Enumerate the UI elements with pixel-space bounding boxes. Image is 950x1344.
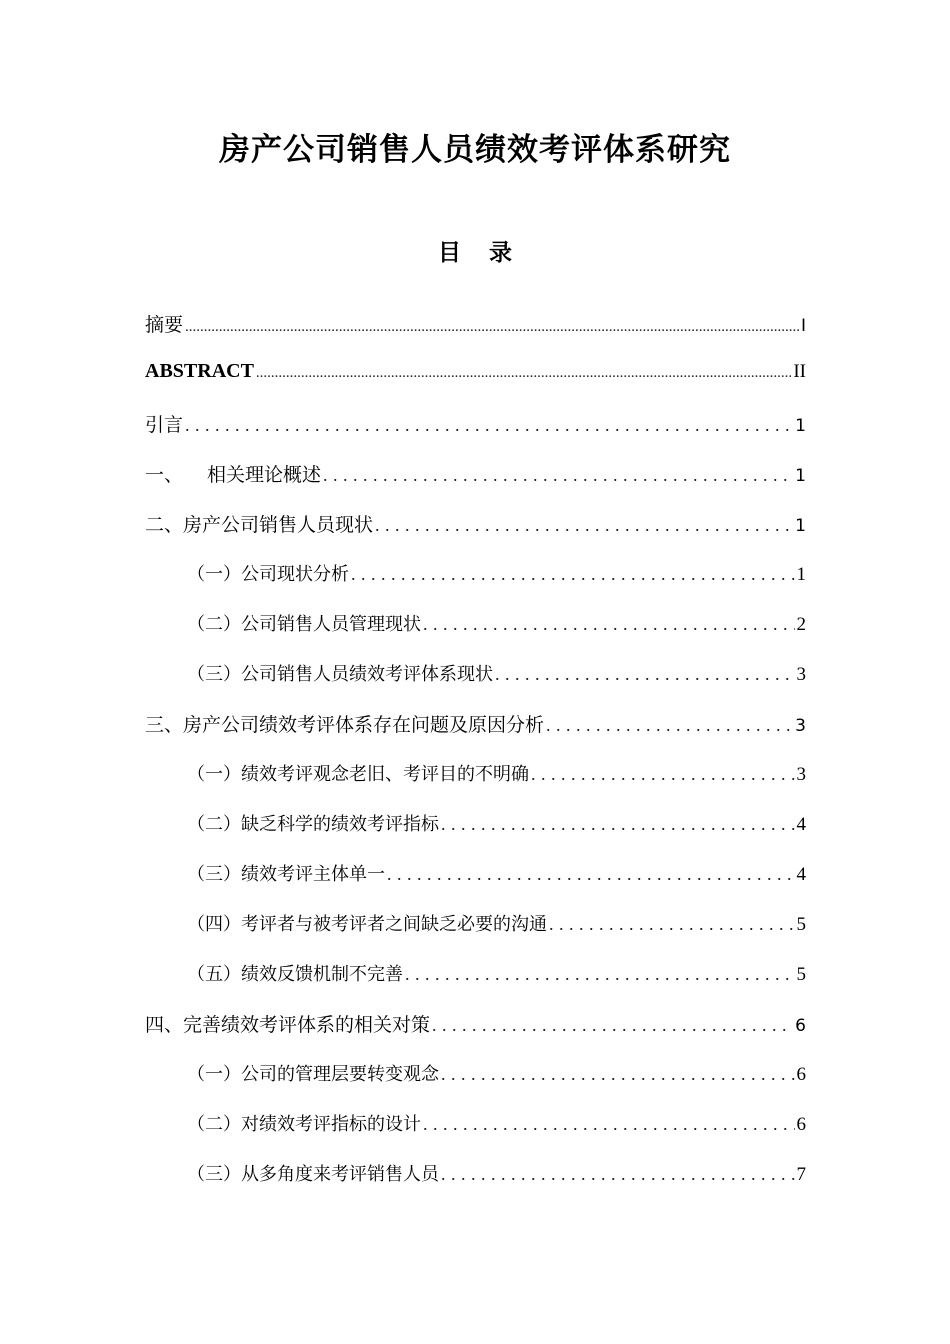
toc-entry-section-3-5[interactable]	[145, 960, 806, 1010]
document-title: 房产公司销售人员绩效考评体系研究	[219, 132, 731, 168]
toc-entry-page: 7	[796, 1164, 806, 1185]
toc-entry-section-2[interactable]	[145, 510, 806, 560]
toc-entry-page: 1	[795, 466, 806, 486]
toc-leader-dots	[441, 1063, 795, 1085]
toc-entry-section-3-4[interactable]	[145, 910, 806, 960]
toc-entry-label: 二、房产公司销售人员现状	[145, 514, 374, 536]
toc-entry-section-3[interactable]	[145, 710, 806, 760]
toc-leader-dots	[423, 613, 795, 635]
toc-leader-dots	[549, 913, 795, 935]
toc-entry-label: 引言	[145, 414, 184, 436]
toc-entry-introduction[interactable]	[145, 410, 806, 460]
toc-entry-label: （三）绩效考评主体单一	[187, 864, 385, 885]
toc-leader-dots	[185, 314, 799, 336]
toc-entry-page: 3	[796, 764, 806, 785]
toc-entry-abstract-cn[interactable]	[145, 310, 806, 360]
toc-entry-label: （五）绩效反馈机制不完善	[187, 964, 403, 985]
toc-leader-dots	[546, 714, 793, 736]
toc-entry-section-4-1[interactable]	[145, 1060, 806, 1110]
toc-leader-dots	[323, 464, 793, 486]
toc-leader-dots	[423, 1113, 795, 1135]
toc-entry-label: （二）公司销售人员管理现状	[187, 614, 421, 635]
toc-entry-page: 6	[795, 1016, 806, 1036]
toc-entry-page: II	[793, 361, 806, 382]
toc-entry-label: （二）对绩效考评指标的设计	[187, 1114, 421, 1135]
toc-entry-page: 1	[795, 416, 806, 436]
toc-entry-label: （二）缺乏科学的绩效考评指标	[187, 814, 439, 835]
toc-entry-section-4-2[interactable]	[145, 1110, 806, 1160]
toc-leader-dots	[375, 514, 793, 536]
toc-entry-page: 6	[796, 1114, 806, 1135]
toc-entry-section-3-3[interactable]	[145, 860, 806, 910]
toc-entry-label: 三、房产公司绩效考评体系存在问题及原因分析	[145, 714, 545, 736]
toc-entry-label: （三）公司销售人员绩效考评体系现状	[187, 664, 493, 685]
toc-leader-dots	[256, 360, 791, 382]
toc-entry-page: I	[800, 316, 806, 336]
toc-entry-label: （一）绩效考评观念老旧、考评目的不明确	[187, 764, 529, 785]
toc-entry-page: 4	[796, 814, 806, 835]
toc-leader-dots	[387, 863, 795, 885]
toc-entry-page: 4	[796, 864, 806, 885]
toc-entry-label: 摘要	[145, 314, 184, 336]
toc-leader-dots	[441, 1163, 795, 1185]
toc-entry-label: 四、完善绩效考评体系的相关对策	[145, 1014, 431, 1036]
toc-leader-dots	[441, 813, 795, 835]
toc-entry-page: 2	[796, 614, 806, 635]
toc-entry-label: ABSTRACT	[145, 360, 254, 382]
toc-entry-number: 一、	[145, 464, 184, 486]
toc-entry-section-4[interactable]	[145, 1010, 806, 1060]
toc-entry-section-2-1[interactable]	[145, 560, 806, 610]
toc-leader-dots	[531, 763, 795, 785]
toc-entry-page: 1	[795, 516, 806, 536]
toc-entry-label: （一）公司现状分析	[187, 564, 349, 585]
toc-entry-page: 5	[796, 964, 806, 985]
toc-leader-dots	[351, 563, 795, 585]
toc-entry-page: 6	[796, 1064, 806, 1085]
toc-leader-dots	[185, 414, 793, 436]
toc-entry-page: 5	[796, 914, 806, 935]
toc-entry-page: 3	[796, 664, 806, 685]
toc-entry-label: （四）考评者与被考评者之间缺乏必要的沟通	[187, 914, 547, 935]
toc-entry-section-3-1[interactable]	[145, 760, 806, 810]
toc-entry-section-2-3[interactable]	[145, 660, 806, 710]
toc-entry-label: （一）公司的管理层要转变观念	[187, 1064, 439, 1085]
table-of-contents	[145, 310, 806, 1210]
toc-entry-text: 相关理论概述	[207, 464, 322, 486]
toc-entry-abstract-en[interactable]	[145, 360, 806, 410]
toc-entry-label	[145, 460, 321, 487]
toc-entry-section-2-2[interactable]	[145, 610, 806, 660]
toc-entry-section-3-2[interactable]	[145, 810, 806, 860]
toc-leader-dots	[432, 1014, 793, 1036]
toc-entry-section-4-3[interactable]	[145, 1160, 806, 1210]
toc-entry-page: 3	[795, 716, 806, 736]
toc-leader-dots	[405, 963, 795, 985]
toc-entry-label: （三）从多角度来考评销售人员	[187, 1164, 439, 1185]
toc-entry-section-1[interactable]	[145, 460, 806, 510]
toc-entry-page: 1	[796, 564, 806, 585]
toc-leader-dots	[495, 663, 795, 685]
toc-heading: 目录	[438, 240, 540, 266]
